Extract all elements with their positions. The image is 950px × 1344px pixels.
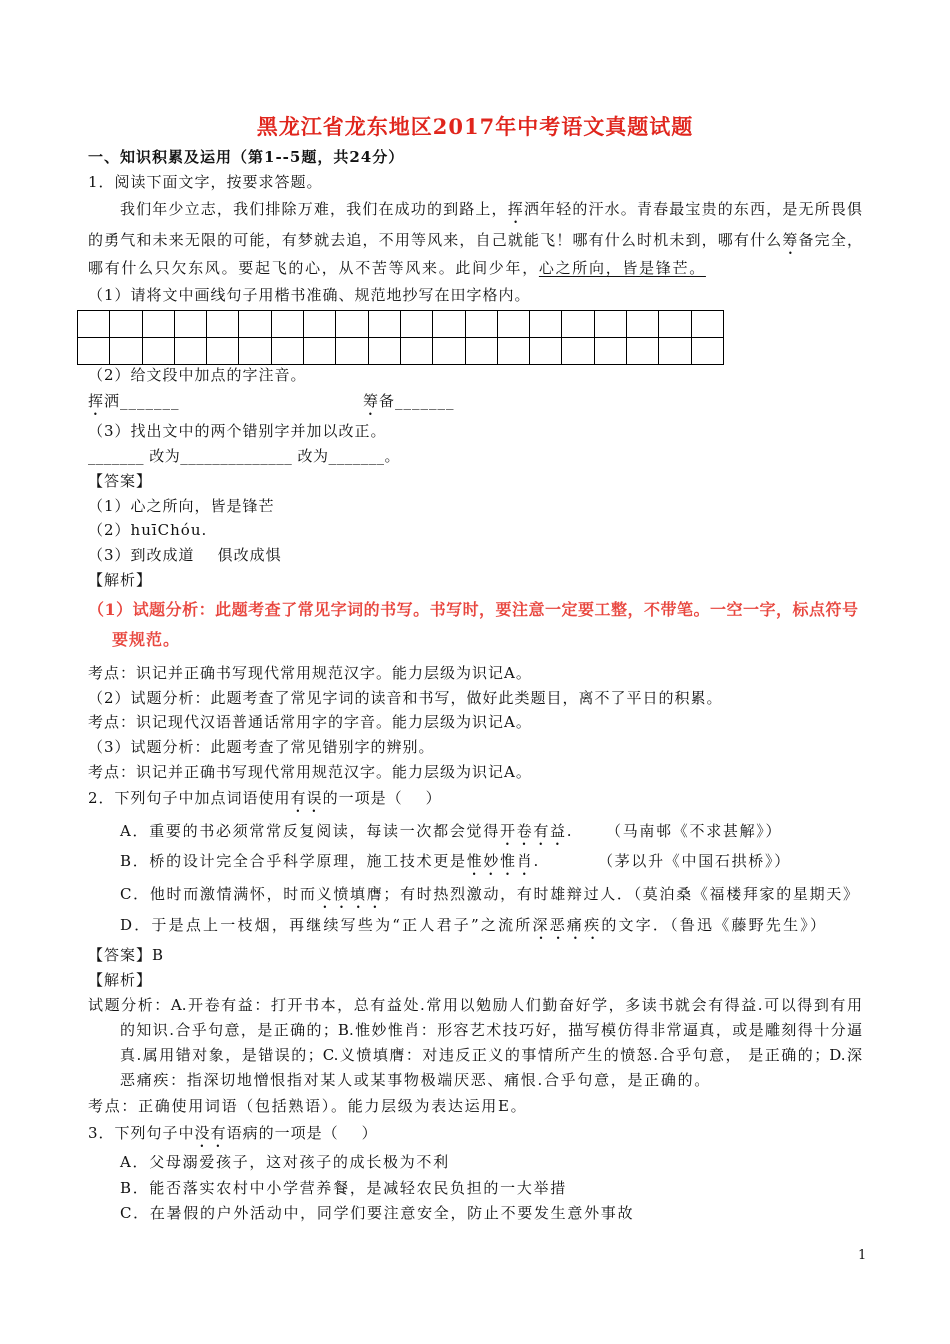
correction-blanks: _______ 改为______________ 改为_______。 — [88, 447, 401, 465]
tianzige-cell — [110, 338, 142, 365]
answer-blank: _______ — [395, 392, 455, 410]
passage-line-3 — [88, 258, 706, 278]
tianzige-cell — [692, 311, 724, 338]
dotted-char: 筹 — [782, 231, 799, 249]
dotted-word: 没有 — [194, 1124, 227, 1142]
tianzige-cell — [304, 338, 336, 365]
tianzige-cell — [659, 338, 691, 365]
kaodian-line: 考点：识记并正确书写现代常用规范汉字。能力层级为识记A。 — [88, 664, 532, 682]
tianzige-cell — [336, 311, 368, 338]
q1-part3-prompt: （3）找出文中的两个错别字并加以改正。 — [88, 422, 387, 440]
analysis-line: 的知识.合乎句意，是正确的；B.惟妙惟肖：形容艺术技巧好，描写模仿得非常逼真，或是雕刻得十分逼 — [120, 1021, 862, 1039]
tianzige-cell — [369, 338, 401, 365]
option-source: （鲁迅《藤野先生》） — [670, 916, 825, 934]
passage-line-1 — [120, 199, 862, 219]
dotted-char: 挥 — [88, 392, 105, 410]
option-text: 的文字． — [601, 916, 671, 934]
q1-stem: 1．阅读下面文字，按要求答题。 — [88, 173, 323, 191]
passage-text: 我们年少立志，我们排除万难，我们在成功的到路上， — [120, 200, 508, 218]
passage-text: 备完全， — [798, 231, 862, 249]
option-text: C．他时而激情满怀，时而 — [120, 885, 317, 903]
passage-line-2 — [88, 230, 862, 250]
tianzige-cell — [562, 311, 594, 338]
q3-option-a: A．父母溺爱孩子，这对孩子的成长极为不利 — [120, 1153, 450, 1171]
tianzige-cell — [78, 338, 110, 365]
tianzige-cell — [595, 311, 627, 338]
tianzige-cell — [143, 338, 175, 365]
stem-text: 2．下列句子中加点词语使用 — [88, 789, 291, 807]
tianzige-cell — [627, 338, 659, 365]
tianzige-cell — [530, 311, 562, 338]
analysis-line: 试题分析：A.开卷有益：打开书本，总有益处.常用以勉励人们勤奋好学，多读书就会有得益.可以得到有用 — [88, 996, 862, 1014]
analysis-label: 【解析】 — [88, 971, 153, 989]
highlighted-analysis-line: （1）试题分析：此题考查了常见字词的书写。书写时，要注意一定要工整，不带笔。一空一字，标点符号 — [88, 600, 858, 619]
q1-part2-prompt: （2）给文段中加点的字注音。 — [88, 366, 307, 384]
tianzige-cell — [369, 311, 401, 338]
option-source: （茅以升《中国石拱桥》） — [598, 852, 791, 870]
option-source: （马南邨《不求甚解》） — [606, 822, 783, 840]
tianzige-cell — [466, 311, 498, 338]
option-text: . — [566, 822, 574, 840]
passage-text: 洒年轻的汗水。青春最宝贵的东西，是无所畏俱 — [523, 200, 862, 218]
tianzige-cell — [401, 311, 433, 338]
kaodian-line: 考点：识记并正确书写现代常用规范汉字。能力层级为识记A。 — [88, 763, 532, 781]
passage-text: 的勇气和未来无限的可能，有梦就去追，不用等风来，自己就能飞！哪有什么时机未到，哪有什么 — [88, 231, 783, 249]
q2-option-a — [120, 821, 783, 841]
tianzige-cell — [498, 338, 530, 365]
answer-line: （1）心之所向，皆是锋芒 — [88, 497, 275, 515]
tianzige-cell — [304, 311, 336, 338]
dotted-char: 筹 — [363, 392, 380, 410]
tianzige-cell — [562, 338, 594, 365]
q2-option-d — [120, 915, 825, 935]
section-heading: 一、知识积累及运用（第1--5题，共24分） — [88, 148, 405, 166]
page-number: 1 — [858, 1248, 867, 1263]
tianzige-cell — [207, 311, 239, 338]
dotted-word: 惟妙惟肖 — [466, 852, 534, 870]
passage-text: 哪有什么只欠东风。要起飞的心，从不苦等风来。此间少年， — [88, 259, 539, 277]
answer-label: 【答案】 — [88, 472, 153, 490]
answer-line: 【答案】B — [88, 946, 165, 964]
tianzige-cell — [692, 338, 724, 365]
tianzige-cell — [272, 338, 304, 365]
dotted-char: 挥 — [507, 200, 524, 218]
dotted-word: 开卷有益 — [499, 822, 567, 840]
analysis-line: 真.属用错对象，是错误的；C.义愤填膺：对违反正义的事情所产生的愤怒.合乎句意， 是正确的；D.深 — [120, 1046, 862, 1064]
q3-stem — [88, 1123, 378, 1143]
highlighted-analysis-line: 要规范。 — [112, 630, 181, 649]
answer-line: （3）到改成道 俱改成惧 — [88, 546, 282, 564]
analysis-line: （3）试题分析：此题考查了常见错别字的辨别。 — [88, 738, 435, 756]
dotted-word: 有误 — [290, 789, 323, 807]
tianzige-cell — [659, 311, 691, 338]
dotted-word: 深恶痛疾 — [532, 916, 602, 934]
analysis-line: （2）试题分析：此题考查了常见字词的读音和书写，做好此类题目，离不了平日的积累。 — [88, 689, 723, 707]
tianzige-cell — [498, 311, 530, 338]
tianzige-cell — [336, 338, 368, 365]
option-text: . — [533, 852, 541, 870]
stem-text: 3．下列句子中 — [88, 1124, 195, 1142]
q3-option-c: C．在暑假的户外活动中，同学们要注意安全，防止不要发生意外事故 — [120, 1204, 635, 1222]
option-text: A．重要的书必须常常反复阅读，每读一次都会觉得 — [120, 822, 500, 840]
analysis-label: 【解析】 — [88, 571, 153, 589]
tianzige-cell — [143, 311, 175, 338]
q2-option-b — [120, 851, 791, 871]
tianzige-cell — [627, 311, 659, 338]
q2-option-c — [120, 884, 858, 904]
option-text: D．于是点上一枝烟，再继续写些为“正人君子”之流所 — [120, 916, 533, 934]
tianzige-cell — [272, 311, 304, 338]
word-rest: 洒 — [104, 392, 121, 410]
answer-line: （2）huīChóu. — [88, 521, 208, 539]
tianzige-grid — [77, 310, 724, 365]
tianzige-cell — [175, 338, 207, 365]
pinyin-item-2 — [363, 391, 455, 411]
tianzige-cell — [433, 338, 465, 365]
q3-option-b: B．能否落实农村中小学营养餐，是减轻农民负担的一大举措 — [120, 1179, 567, 1197]
stem-text: 语病的一项是（ ） — [226, 1124, 378, 1142]
dotted-word: 义愤填膺 — [316, 885, 384, 903]
answer-blank: _______ — [120, 392, 180, 410]
kaodian-line: 考点：正确使用词语（包括熟语）。能力层级为表达运用E。 — [88, 1097, 528, 1115]
tianzige-cell — [401, 338, 433, 365]
option-text: ；有时热烈激动，有时雄辩过人． — [383, 885, 634, 903]
tianzige-cell — [78, 311, 110, 338]
word-rest: 备 — [379, 392, 396, 410]
kaodian-line: 考点：识记现代汉语普通话常用字的字音。能力层级为识记A。 — [88, 713, 532, 731]
q2-stem — [88, 788, 442, 808]
tianzige-cell — [466, 338, 498, 365]
tianzige-cell — [175, 311, 207, 338]
stem-text: 的一项是（ ） — [322, 789, 442, 807]
underlined-sentence: 心之所向，皆是锋芒。 — [538, 259, 706, 277]
option-text: B．桥的设计完全合乎科学原理，施工技术更是 — [120, 852, 467, 870]
tianzige-cell — [239, 338, 271, 365]
q1-part1-prompt: （1）请将文中画线句子用楷书准确、规范地抄写在田字格内。 — [88, 286, 531, 304]
tianzige-cell — [530, 338, 562, 365]
tianzige-cell — [207, 338, 239, 365]
pinyin-item-1 — [88, 391, 180, 411]
tianzige-cell — [433, 311, 465, 338]
analysis-line: 恶痛疾：指深切地憎恨指对某人或某事物极端厌恶、痛恨.合乎句意，是正确的。 — [120, 1071, 711, 1089]
document-title: 黑龙江省龙东地区2017年中考语文真题试题 — [256, 114, 694, 139]
tianzige-cell — [110, 311, 142, 338]
tianzige-cell — [239, 311, 271, 338]
tianzige-cell — [595, 338, 627, 365]
option-source: （莫泊桑《福楼拜家的星期天》 — [633, 885, 858, 903]
